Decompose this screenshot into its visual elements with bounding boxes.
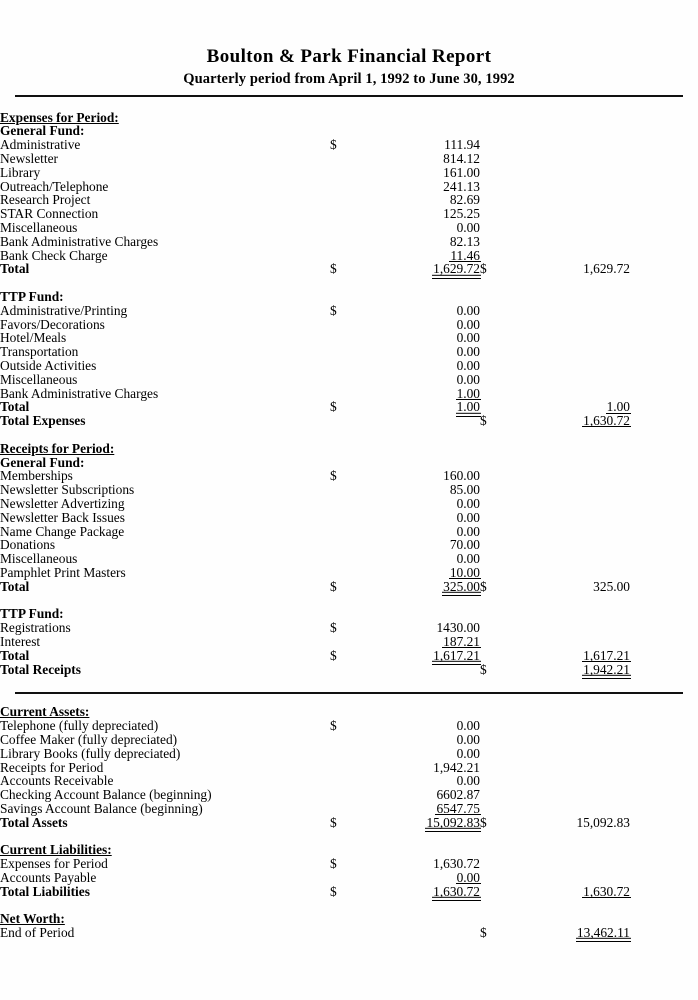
line-item-label: Name Change Package	[0, 523, 125, 539]
subtotal-label: Total	[0, 647, 30, 663]
line-item-label: Pamphlet Print Masters	[0, 564, 126, 580]
line-item-label: Hotel/Meals	[0, 330, 67, 346]
currency-symbol: $	[330, 302, 337, 318]
subtotal-label: Total	[0, 578, 30, 594]
line-item-amount: 0.00	[456, 509, 480, 525]
line-item-amount: 0.00	[456, 523, 480, 539]
grand-total-row-expenses	[0, 414, 698, 428]
section-heading-current-liabilities	[0, 843, 698, 857]
line-item-label: Registrations	[0, 620, 71, 636]
line-item-amount: 0.00	[456, 316, 480, 332]
table-row	[0, 497, 698, 511]
section-heading-net-worth	[0, 912, 698, 926]
line-item-label: Research Project	[0, 192, 91, 208]
line-item-amount: 125.25	[443, 206, 480, 222]
grand-total-amount: 1,630.72	[583, 413, 630, 429]
line-item-amount: 111.94	[444, 137, 480, 153]
line-item-label: Newsletter Back Issues	[0, 509, 125, 525]
currency-symbol: $	[330, 647, 337, 663]
line-item-amount: 1430.00	[436, 620, 480, 636]
subtotal-amount: 1.00	[456, 399, 480, 415]
line-item-amount: 814.12	[443, 151, 480, 167]
table-row	[0, 525, 698, 539]
section-heading-receipts	[0, 442, 698, 456]
table-row	[0, 373, 698, 387]
currency-symbol: $	[330, 468, 337, 484]
table-row	[0, 719, 698, 733]
table-row	[0, 235, 698, 249]
total-carry-amount: 1,630.72	[583, 883, 630, 899]
section-heading-current-assets	[0, 705, 698, 719]
page-subtitle: Quarterly period from April 1, 1992 to June 30, 1992	[183, 70, 515, 87]
total-amount: 1,630.72	[433, 883, 480, 899]
currency-symbol: $	[330, 814, 337, 830]
line-item-label: End of Period	[0, 925, 75, 941]
table-row	[0, 747, 698, 761]
section-title: Receipts for Period:	[0, 440, 115, 456]
line-item-label: Checking Account Balance (beginning)	[0, 787, 212, 803]
line-item-amount: 1,942.21	[433, 759, 480, 775]
line-item-label: Administrative/Printing	[0, 302, 128, 318]
currency-symbol: $	[480, 413, 487, 429]
line-item-amount: 160.00	[443, 468, 480, 484]
section-title: Current Assets:	[0, 704, 90, 720]
line-item-amount: 0.00	[456, 357, 480, 373]
table-row	[0, 552, 698, 566]
line-item-amount: 0.00	[456, 495, 480, 511]
line-item-label: Expenses for Period	[0, 856, 108, 872]
currency-symbol: $	[480, 661, 487, 677]
line-item-label: Accounts Receivable	[0, 773, 114, 789]
line-item-label: Bank Administrative Charges	[0, 385, 159, 401]
table-row	[0, 566, 698, 580]
line-item-amount: 187.21	[443, 633, 480, 649]
subtotal-label: Total	[0, 261, 30, 277]
total-label: Total Liabilities	[0, 883, 90, 899]
currency-symbol: $	[480, 925, 487, 941]
line-item-amount: 0.00	[456, 869, 480, 885]
line-item-amount: 85.00	[449, 482, 480, 498]
line-item-label: Miscellaneous	[0, 551, 78, 567]
subtotal-carry-amount: 1,629.72	[583, 261, 630, 277]
line-item-label: Memberships	[0, 468, 73, 484]
subsection-expenses-ttp-fund	[0, 290, 698, 304]
fund-label: TTP Fund:	[0, 289, 64, 304]
table-row	[0, 221, 698, 235]
line-item-amount: 70.00	[449, 537, 480, 553]
section-title: Current Liabilities:	[0, 842, 112, 858]
line-item-amount: 0.00	[456, 371, 480, 387]
currency-symbol: $	[330, 399, 337, 415]
currency-symbol: $	[330, 578, 337, 594]
table-row	[0, 802, 698, 816]
line-item-label: Telephone (fully depreciated)	[0, 718, 159, 734]
line-item-amount: 0.00	[456, 302, 480, 318]
ledger-table	[0, 97, 698, 676]
table-row	[0, 207, 698, 221]
net-worth-row	[0, 926, 698, 940]
line-item-amount: 0.00	[456, 344, 480, 360]
currency-symbol: $	[480, 814, 487, 830]
fund-label: TTP Fund:	[0, 606, 64, 622]
subtotal-label: Total	[0, 399, 30, 415]
subtotal-amount: 1,617.21	[433, 647, 480, 663]
line-item-amount: 0.00	[456, 718, 480, 734]
table-row	[0, 871, 698, 885]
balance-sheet-table	[0, 705, 698, 940]
line-item-label: Newsletter Advertizing	[0, 495, 125, 511]
line-item-label: Newsletter Subscriptions	[0, 482, 135, 498]
currency-symbol: $	[480, 578, 487, 594]
currency-symbol: $	[330, 261, 337, 277]
line-item-amount: 1.00	[456, 385, 480, 401]
table-row	[0, 469, 698, 483]
total-row-assets	[0, 816, 698, 830]
line-item-amount: 82.69	[449, 192, 480, 208]
fund-label: General Fund:	[0, 454, 85, 470]
subtotal-carry-amount: 1,617.21	[583, 647, 630, 663]
grand-total-label: Total Expenses	[0, 413, 86, 429]
line-item-label: Newsletter	[0, 151, 59, 167]
line-item-amount: 0.00	[456, 731, 480, 747]
line-item-label: Outreach/Telephone	[0, 178, 109, 194]
subtotal-amount: 1,629.72	[433, 261, 480, 277]
grand-total-amount: 1,942.21	[583, 661, 630, 677]
table-row	[0, 733, 698, 747]
line-item-label: STAR Connection	[0, 206, 99, 222]
line-item-amount: 0.00	[456, 330, 480, 346]
line-item-amount: 6602.87	[436, 787, 480, 803]
line-item-amount: 0.00	[456, 220, 480, 236]
line-item-label: Library Books (fully depreciated)	[0, 745, 181, 761]
line-item-label: Bank Check Charge	[0, 247, 108, 263]
total-label: Total Assets	[0, 814, 68, 830]
section-title: Net Worth:	[0, 911, 65, 927]
total-amount: 15,092.83	[426, 814, 480, 830]
line-item-label: Miscellaneous	[0, 371, 78, 387]
line-item-label: Administrative	[0, 137, 81, 153]
table-row	[0, 180, 698, 194]
line-item-amount: 11.46	[450, 247, 480, 263]
table-row	[0, 774, 698, 788]
grand-total-row-receipts	[0, 663, 698, 677]
currency-symbol: $	[330, 718, 337, 734]
table-row	[0, 621, 698, 635]
table-row	[0, 249, 698, 263]
line-item-label: Transportation	[0, 344, 79, 360]
line-item-label: Savings Account Balance (beginning)	[0, 800, 203, 816]
table-row	[0, 788, 698, 802]
currency-symbol: $	[330, 856, 337, 872]
line-item-label: Miscellaneous	[0, 220, 78, 236]
line-item-amount: 82.13	[449, 233, 480, 249]
line-item-amount: 6547.75	[436, 800, 480, 816]
document-header	[0, 0, 698, 88]
net-worth-amount: 13,462.11	[576, 925, 630, 941]
table-row	[0, 761, 698, 775]
subtotal-carry-amount: 1.00	[606, 399, 630, 415]
line-item-label: Bank Administrative Charges	[0, 233, 159, 249]
subtotal-row	[0, 262, 698, 276]
subsection-receipts-general-fund	[0, 456, 698, 470]
line-item-amount: 0.00	[456, 745, 480, 761]
currency-symbol: $	[330, 137, 337, 153]
table-row	[0, 331, 698, 345]
line-item-label: Outside Activities	[0, 357, 97, 373]
table-row	[0, 345, 698, 359]
line-item-amount: 10.00	[449, 564, 480, 580]
table-row	[0, 304, 698, 318]
fund-label: General Fund:	[0, 123, 85, 139]
table-row	[0, 138, 698, 152]
table-row	[0, 538, 698, 552]
table-row	[0, 318, 698, 332]
line-item-label: Interest	[0, 633, 41, 649]
table-row	[0, 152, 698, 166]
currency-symbol: $	[480, 261, 487, 277]
subtotal-row	[0, 580, 698, 594]
subsection-receipts-ttp-fund	[0, 607, 698, 621]
line-item-label: Donations	[0, 537, 56, 553]
line-item-amount: 161.00	[443, 164, 480, 180]
line-item-amount: 241.13	[443, 178, 480, 194]
subsection-expenses-general-fund	[0, 124, 698, 138]
table-row	[0, 857, 698, 871]
subtotal-amount: 325.00	[443, 578, 480, 594]
grand-total-label: Total Receipts	[0, 661, 81, 677]
table-row	[0, 635, 698, 649]
table-row	[0, 359, 698, 373]
table-row	[0, 483, 698, 497]
line-item-label: Library	[0, 164, 41, 180]
subtotal-row	[0, 400, 698, 414]
currency-symbol: $	[330, 883, 337, 899]
line-item-amount: 0.00	[456, 551, 480, 567]
line-item-label: Favors/Decorations	[0, 316, 105, 332]
line-item-label: Coffee Maker (fully depreciated)	[0, 731, 178, 747]
currency-symbol: $	[330, 620, 337, 636]
table-row	[0, 166, 698, 180]
section-heading-expenses	[0, 111, 698, 125]
subtotal-carry-amount: 325.00	[593, 578, 630, 594]
line-item-amount: 1,630.72	[433, 856, 480, 872]
table-row	[0, 511, 698, 525]
subtotal-row	[0, 649, 698, 663]
section-title: Expenses for Period:	[0, 109, 119, 125]
total-row-liabilities	[0, 885, 698, 899]
total-carry-amount: 15,092.83	[576, 814, 630, 830]
line-item-amount: 0.00	[456, 773, 480, 789]
line-item-label: Accounts Payable	[0, 869, 97, 885]
page-title: Boulton & Park Financial Report	[206, 46, 492, 67]
table-row	[0, 193, 698, 207]
table-row	[0, 387, 698, 401]
line-item-label: Receipts for Period	[0, 759, 104, 775]
